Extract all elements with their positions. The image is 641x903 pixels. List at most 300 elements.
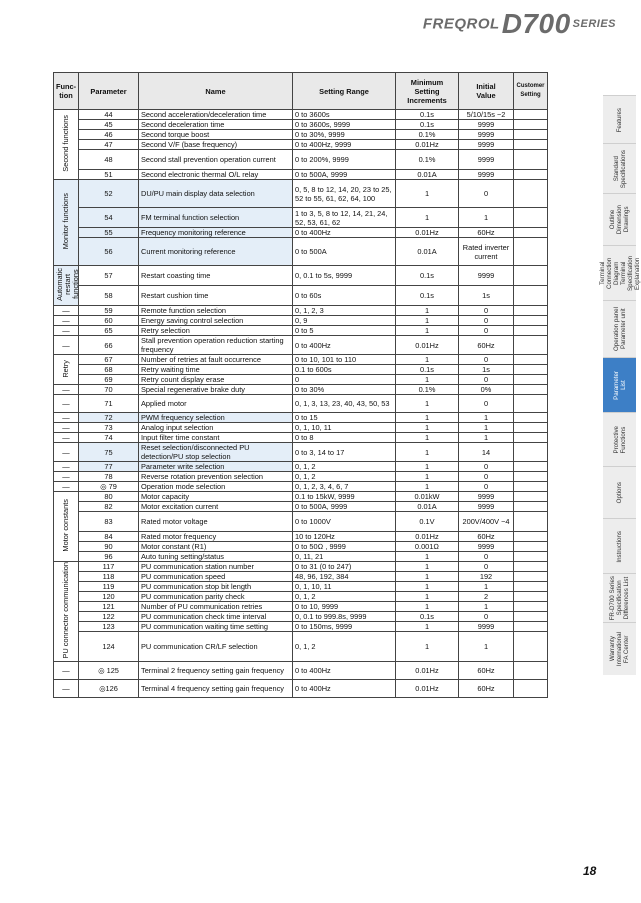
setting-range: 0 to 1000V <box>293 512 396 532</box>
table-row <box>54 572 548 582</box>
customer-setting-cell[interactable] <box>514 170 548 180</box>
function-group-none: — <box>54 662 79 680</box>
parameter-name: Parameter write selection <box>139 462 293 472</box>
parameter-number: 70 <box>79 385 139 395</box>
initial-value: 1 <box>459 582 514 592</box>
table-row <box>54 602 548 612</box>
customer-setting-cell[interactable] <box>514 208 548 228</box>
parameter-name: FM terminal function selection <box>139 208 293 228</box>
parameter-name: Operation mode selection <box>139 482 293 492</box>
parameter-name: Retry selection <box>139 326 293 336</box>
setting-range: 0 <box>293 375 396 385</box>
initial-value: 0 <box>459 562 514 572</box>
function-group-none: — <box>54 395 79 413</box>
parameter-name: Second torque boost <box>139 130 293 140</box>
parameter-number: 73 <box>79 423 139 433</box>
parameter-number: 67 <box>79 355 139 365</box>
header-parameter: Parameter <box>79 73 139 110</box>
customer-setting-cell[interactable] <box>514 365 548 375</box>
setting-range: 0, 1, 2, 3, 4, 6, 7 <box>293 482 396 492</box>
parameter-name: PU communication station number <box>139 562 293 572</box>
table-row <box>54 472 548 482</box>
table-row <box>54 492 548 502</box>
minimum-increment: 0.01Hz <box>396 228 459 238</box>
minimum-increment: 0.1% <box>396 130 459 140</box>
customer-setting-cell[interactable] <box>514 130 548 140</box>
parameter-number: 82 <box>79 502 139 512</box>
minimum-increment: 0.01Hz <box>396 336 459 355</box>
parameter-number: 60 <box>79 316 139 326</box>
parameter-name: DU/PU main display data selection <box>139 180 293 208</box>
initial-value: 60Hz <box>459 680 514 698</box>
minimum-increment: 0.01kW <box>396 492 459 502</box>
sidebar-tab-1[interactable] <box>603 143 636 194</box>
setting-range: 0.1 to 15kW, 9999 <box>293 492 396 502</box>
initial-value: 200V/400V −4 <box>459 512 514 532</box>
setting-range: 0 to 10, 101 to 110 <box>293 355 396 365</box>
table-row <box>54 120 548 130</box>
function-group-none: — <box>54 433 79 443</box>
sidebar-tab-4[interactable] <box>603 300 636 358</box>
customer-setting-cell[interactable] <box>514 238 548 266</box>
initial-value: Rated inverter current <box>459 238 514 266</box>
sidebar-tab-label: Operation panel Parameter unit <box>612 307 627 352</box>
initial-value: 0 <box>459 180 514 208</box>
minimum-increment: 1 <box>396 208 459 228</box>
parameter-name: Frequency monitoring reference <box>139 228 293 238</box>
parameter-number: 55 <box>79 228 139 238</box>
customer-setting-cell[interactable] <box>514 316 548 326</box>
parameter-name: Rated motor voltage <box>139 512 293 532</box>
initial-value: 9999 <box>459 542 514 552</box>
setting-range: 0, 1, 3, 13, 23, 40, 43, 50, 53 <box>293 395 396 413</box>
sidebar-tab-label: Options <box>616 482 623 504</box>
parameter-table <box>53 72 548 698</box>
customer-setting-cell[interactable] <box>514 662 548 680</box>
setting-range: 0, 1, 2 <box>293 592 396 602</box>
initial-value: 0 <box>459 462 514 472</box>
initial-value: 9999 <box>459 140 514 150</box>
initial-value: 1 <box>459 632 514 662</box>
sidebar-tab-5[interactable] <box>603 357 636 413</box>
customer-setting-cell[interactable] <box>514 306 548 316</box>
function-group-none: — <box>54 482 79 492</box>
parameter-name: Second V/F (base frequency) <box>139 140 293 150</box>
customer-setting-cell[interactable] <box>514 336 548 355</box>
initial-value: 60Hz <box>459 228 514 238</box>
customer-setting-cell[interactable] <box>514 622 548 632</box>
minimum-increment: 1 <box>396 572 459 582</box>
setting-range: 48, 96, 192, 384 <box>293 572 396 582</box>
setting-range: 0 to 400Hz <box>293 228 396 238</box>
parameter-name: PU communication speed <box>139 572 293 582</box>
function-group-none: — <box>54 462 79 472</box>
setting-range: 0 to 3600s <box>293 110 396 120</box>
sidebar-tab-label: Features <box>616 107 623 133</box>
minimum-increment: 1 <box>396 602 459 612</box>
function-group-none: — <box>54 680 79 698</box>
initial-value: 9999 <box>459 170 514 180</box>
setting-range: 0 to 60s <box>293 286 396 306</box>
customer-setting-cell[interactable] <box>514 180 548 208</box>
setting-range: 0 to 150ms, 9999 <box>293 622 396 632</box>
minimum-increment: 1 <box>396 180 459 208</box>
customer-setting-cell[interactable] <box>514 395 548 413</box>
minimum-increment: 1 <box>396 395 459 413</box>
initial-value: 1 <box>459 423 514 433</box>
sidebar-tab-6[interactable] <box>603 412 636 467</box>
table-row <box>54 612 548 622</box>
customer-setting-cell[interactable] <box>514 612 548 622</box>
parameter-number: 45 <box>79 120 139 130</box>
function-group-none: — <box>54 443 79 462</box>
minimum-increment: 1 <box>396 562 459 572</box>
parameter-number: 119 <box>79 582 139 592</box>
parameter-name: Terminal 4 frequency setting gain frequency <box>139 680 293 698</box>
minimum-increment: 0.01A <box>396 502 459 512</box>
parameter-number: 58 <box>79 286 139 306</box>
parameter-name: PU communication check time interval <box>139 612 293 622</box>
parameter-name: Rated motor frequency <box>139 532 293 542</box>
function-group-motor: Motor constants <box>54 492 79 562</box>
minimum-increment: 0.1s <box>396 612 459 622</box>
customer-setting-cell[interactable] <box>514 592 548 602</box>
setting-range: 0 to 500A <box>293 238 396 266</box>
minimum-increment: 0.01Hz <box>396 680 459 698</box>
sidebar-tab-0[interactable] <box>603 95 636 144</box>
initial-value: 9999 <box>459 120 514 130</box>
table-row <box>54 395 548 413</box>
customer-setting-cell[interactable] <box>514 512 548 532</box>
parameter-name: Motor excitation current <box>139 502 293 512</box>
header-band <box>0 0 638 55</box>
setting-range: 0 to 400Hz <box>293 662 396 680</box>
table-row <box>54 110 548 120</box>
table-row <box>54 433 548 443</box>
initial-value: 1s <box>459 365 514 375</box>
table-row <box>54 462 548 472</box>
setting-range: 0 to 500A, 9999 <box>293 502 396 512</box>
header-initial-value: Initial Value <box>459 73 514 110</box>
table-header-row <box>54 73 548 110</box>
header-customer-setting: Customer Setting <box>514 73 548 110</box>
table-row <box>54 662 548 680</box>
customer-setting-cell[interactable] <box>514 572 548 582</box>
table-row <box>54 326 548 336</box>
parameter-number: 46 <box>79 130 139 140</box>
minimum-increment: 1 <box>396 423 459 433</box>
parameter-number: 59 <box>79 306 139 316</box>
minimum-increment: 1 <box>396 592 459 602</box>
customer-setting-cell[interactable] <box>514 355 548 365</box>
customer-setting-cell[interactable] <box>514 326 548 336</box>
initial-value: 0 <box>459 316 514 326</box>
initial-value: 60Hz <box>459 532 514 542</box>
parameter-number: 57 <box>79 266 139 286</box>
sidebar-tab-2[interactable] <box>603 193 636 246</box>
initial-value: 0 <box>459 395 514 413</box>
setting-range: 0 to 400Hz <box>293 680 396 698</box>
sidebar-tab-8[interactable] <box>603 518 636 574</box>
parameter-number: 77 <box>79 462 139 472</box>
parameter-number: ◎ 79 <box>79 482 139 492</box>
initial-value: 1 <box>459 208 514 228</box>
setting-range: 0 to 400Hz, 9999 <box>293 140 396 150</box>
customer-setting-cell[interactable] <box>514 286 548 306</box>
table-row <box>54 336 548 355</box>
initial-value: 0 <box>459 375 514 385</box>
table-row <box>54 238 548 266</box>
table-row <box>54 365 548 375</box>
parameter-number: 96 <box>79 552 139 562</box>
table-row <box>54 286 548 306</box>
sidebar-tab-label: FR-D700 Series Specification Differences List <box>609 576 630 621</box>
parameter-number: 120 <box>79 592 139 602</box>
sidebar-tab-label: Outline Dimension Drawings <box>609 205 630 235</box>
table-row <box>54 423 548 433</box>
initial-value: 60Hz <box>459 662 514 680</box>
parameter-number: 83 <box>79 512 139 532</box>
customer-setting-cell[interactable] <box>514 150 548 170</box>
parameter-number: 44 <box>79 110 139 120</box>
initial-value: 9999 <box>459 150 514 170</box>
parameter-name: Number of retries at fault occurrence <box>139 355 293 365</box>
customer-setting-cell[interactable] <box>514 602 548 612</box>
table-row <box>54 582 548 592</box>
setting-range: 0, 1, 2, 3 <box>293 306 396 316</box>
parameter-name: Analog input selection <box>139 423 293 433</box>
parameter-name: Second stall prevention operation current <box>139 150 293 170</box>
initial-value: 192 <box>459 572 514 582</box>
parameter-name: Special regenerative brake duty <box>139 385 293 395</box>
parameter-name: PU communication waiting time setting <box>139 622 293 632</box>
initial-value: 5/10/15s −2 <box>459 110 514 120</box>
parameter-number: ◎126 <box>79 680 139 698</box>
function-group-monitor: Monitor functions <box>54 180 79 266</box>
initial-value: 1 <box>459 433 514 443</box>
customer-setting-cell[interactable] <box>514 502 548 512</box>
minimum-increment: 1 <box>396 375 459 385</box>
parameter-number: 122 <box>79 612 139 622</box>
table-row <box>54 502 548 512</box>
setting-range: 0 to 15 <box>293 413 396 423</box>
minimum-increment: 0.1% <box>396 385 459 395</box>
customer-setting-cell[interactable] <box>514 433 548 443</box>
parameter-name: PWM frequency selection <box>139 413 293 423</box>
parameter-name: Energy saving control selection <box>139 316 293 326</box>
parameter-name: Input filter time constant <box>139 433 293 443</box>
initial-value: 2 <box>459 592 514 602</box>
minimum-increment: 0.1s <box>396 110 459 120</box>
function-group-pu: PU connector communication <box>54 562 79 662</box>
setting-range: 0 to 500A, 9999 <box>293 170 396 180</box>
sidebar-tab-10[interactable] <box>603 622 636 675</box>
sidebar-tab-9[interactable] <box>603 573 636 623</box>
setting-range: 0, 1, 10, 11 <box>293 423 396 433</box>
sidebar-tab-label: Terminal Connection Diagram Terminal Specification Explanation <box>598 255 641 292</box>
setting-range: 0, 9 <box>293 316 396 326</box>
header-name: Name <box>139 73 293 110</box>
table-body <box>54 110 548 698</box>
function-group-none: — <box>54 326 79 336</box>
table-row <box>54 680 548 698</box>
parameter-name: Restart cushion time <box>139 286 293 306</box>
setting-range: 0, 0.1 to 5s, 9999 <box>293 266 396 286</box>
parameter-name: PU communication parity check <box>139 592 293 602</box>
customer-setting-cell[interactable] <box>514 680 548 698</box>
initial-value: 0 <box>459 482 514 492</box>
initial-value: 1 <box>459 602 514 612</box>
initial-value: 9999 <box>459 492 514 502</box>
table-row <box>54 140 548 150</box>
setting-range: 0 to 3600s, 9999 <box>293 120 396 130</box>
customer-setting-cell[interactable] <box>514 552 548 562</box>
minimum-increment: 1 <box>396 306 459 316</box>
minimum-increment: 1 <box>396 622 459 632</box>
parameter-name: Second deceleration time <box>139 120 293 130</box>
parameter-number: 124 <box>79 632 139 662</box>
function-group-retry: Retry <box>54 355 79 385</box>
setting-range: 0, 1, 2 <box>293 632 396 662</box>
header-func: Func- tion <box>54 73 79 110</box>
parameter-number: 90 <box>79 542 139 552</box>
table-row <box>54 443 548 462</box>
table-row <box>54 632 548 662</box>
parameter-name: Retry count display erase <box>139 375 293 385</box>
minimum-increment: 1 <box>396 462 459 472</box>
parameter-name: Second acceleration/deceleration time <box>139 110 293 120</box>
table-row <box>54 552 548 562</box>
parameter-name: Retry waiting time <box>139 365 293 375</box>
table-row <box>54 208 548 228</box>
customer-setting-cell[interactable] <box>514 423 548 433</box>
initial-value: 1s <box>459 286 514 306</box>
initial-value: 9999 <box>459 622 514 632</box>
setting-range: 0, 0.1 to 999.8s, 9999 <box>293 612 396 622</box>
customer-setting-cell[interactable] <box>514 462 548 472</box>
minimum-increment: 0.01Hz <box>396 140 459 150</box>
function-group-second: Second functions <box>54 110 79 180</box>
sidebar-tab-3[interactable] <box>598 245 641 301</box>
table-row <box>54 532 548 542</box>
parameter-number: 123 <box>79 622 139 632</box>
initial-value: 0 <box>459 552 514 562</box>
parameter-number: 56 <box>79 238 139 266</box>
minimum-increment: 0.01Hz <box>396 532 459 542</box>
setting-range: 0 to 30%, 9999 <box>293 130 396 140</box>
initial-value: 9999 <box>459 130 514 140</box>
minimum-increment: 1 <box>396 316 459 326</box>
setting-range: 0 to 31 (0 to 247) <box>293 562 396 572</box>
customer-setting-cell[interactable] <box>514 140 548 150</box>
customer-setting-cell[interactable] <box>514 385 548 395</box>
parameter-name: Terminal 2 frequency setting gain frequency <box>139 662 293 680</box>
minimum-increment: 1 <box>396 443 459 462</box>
function-group-none: — <box>54 472 79 482</box>
minimum-increment: 0.01Hz <box>396 662 459 680</box>
customer-setting-cell[interactable] <box>514 413 548 423</box>
sidebar-tab-7[interactable] <box>603 466 636 519</box>
sidebar-tab-label: Protective Functions <box>612 426 627 454</box>
customer-setting-cell[interactable] <box>514 443 548 462</box>
setting-range: 10 to 120Hz <box>293 532 396 542</box>
parameter-number: 74 <box>79 433 139 443</box>
initial-value: 0 <box>459 355 514 365</box>
setting-range: 0 to 30% <box>293 385 396 395</box>
function-group-none: — <box>54 413 79 423</box>
customer-setting-cell[interactable] <box>514 632 548 662</box>
setting-range: 0 to 8 <box>293 433 396 443</box>
minimum-increment: 1 <box>396 582 459 592</box>
parameter-number: 121 <box>79 602 139 612</box>
customer-setting-cell[interactable] <box>514 110 548 120</box>
minimum-increment: 0.1s <box>396 120 459 130</box>
customer-setting-cell[interactable] <box>514 120 548 130</box>
customer-setting-cell[interactable] <box>514 582 548 592</box>
customer-setting-cell[interactable] <box>514 532 548 542</box>
parameter-number: 72 <box>79 413 139 423</box>
parameter-name: Reset selection/disconnected PU detection/PU stop selection <box>139 443 293 462</box>
setting-range: 0.1 to 600s <box>293 365 396 375</box>
customer-setting-cell[interactable] <box>514 375 548 385</box>
table-row <box>54 180 548 208</box>
table-row <box>54 150 548 170</box>
table-row <box>54 306 548 316</box>
minimum-increment: 1 <box>396 355 459 365</box>
parameter-name: PU communication CR/LF selection <box>139 632 293 662</box>
customer-setting-cell[interactable] <box>514 492 548 502</box>
table-row <box>54 512 548 532</box>
table-row <box>54 622 548 632</box>
initial-value: 0% <box>459 385 514 395</box>
parameter-name: Current monitoring reference <box>139 238 293 266</box>
minimum-increment: 0.001Ω <box>396 542 459 552</box>
table-row <box>54 355 548 365</box>
minimum-increment: 1 <box>396 632 459 662</box>
initial-value: 0 <box>459 612 514 622</box>
minimum-increment: 0.1s <box>396 365 459 375</box>
setting-range: 0 to 3, 14 to 17 <box>293 443 396 462</box>
customer-setting-cell[interactable] <box>514 482 548 492</box>
parameter-number: ◎ 125 <box>79 662 139 680</box>
minimum-increment: 0.01A <box>396 170 459 180</box>
minimum-increment: 0.1% <box>396 150 459 170</box>
parameter-number: 84 <box>79 532 139 542</box>
parameter-number: 51 <box>79 170 139 180</box>
parameter-number: 65 <box>79 326 139 336</box>
customer-setting-cell[interactable] <box>514 228 548 238</box>
parameter-name: PU communication stop bit length <box>139 582 293 592</box>
customer-setting-cell[interactable] <box>514 562 548 572</box>
header-increments: Minimum Setting Increments <box>396 73 459 110</box>
customer-setting-cell[interactable] <box>514 266 548 286</box>
setting-range: 1 to 3, 5, 8 to 12, 14, 21, 24, 52, 53, 61, 62 <box>293 208 396 228</box>
customer-setting-cell[interactable] <box>514 542 548 552</box>
minimum-increment: 0.01A <box>396 238 459 266</box>
minimum-increment: 0.1s <box>396 266 459 286</box>
parameter-number: 52 <box>79 180 139 208</box>
table-row <box>54 592 548 602</box>
initial-value: 60Hz <box>459 336 514 355</box>
setting-range: 0, 11, 21 <box>293 552 396 562</box>
parameter-name: Stall prevention operation reduction starting frequency <box>139 336 293 355</box>
customer-setting-cell[interactable] <box>514 472 548 482</box>
parameter-number: 54 <box>79 208 139 228</box>
initial-value: 0 <box>459 472 514 482</box>
parameter-number: 66 <box>79 336 139 355</box>
parameter-name: Reverse rotation prevention selection <box>139 472 293 482</box>
initial-value: 0 <box>459 306 514 316</box>
